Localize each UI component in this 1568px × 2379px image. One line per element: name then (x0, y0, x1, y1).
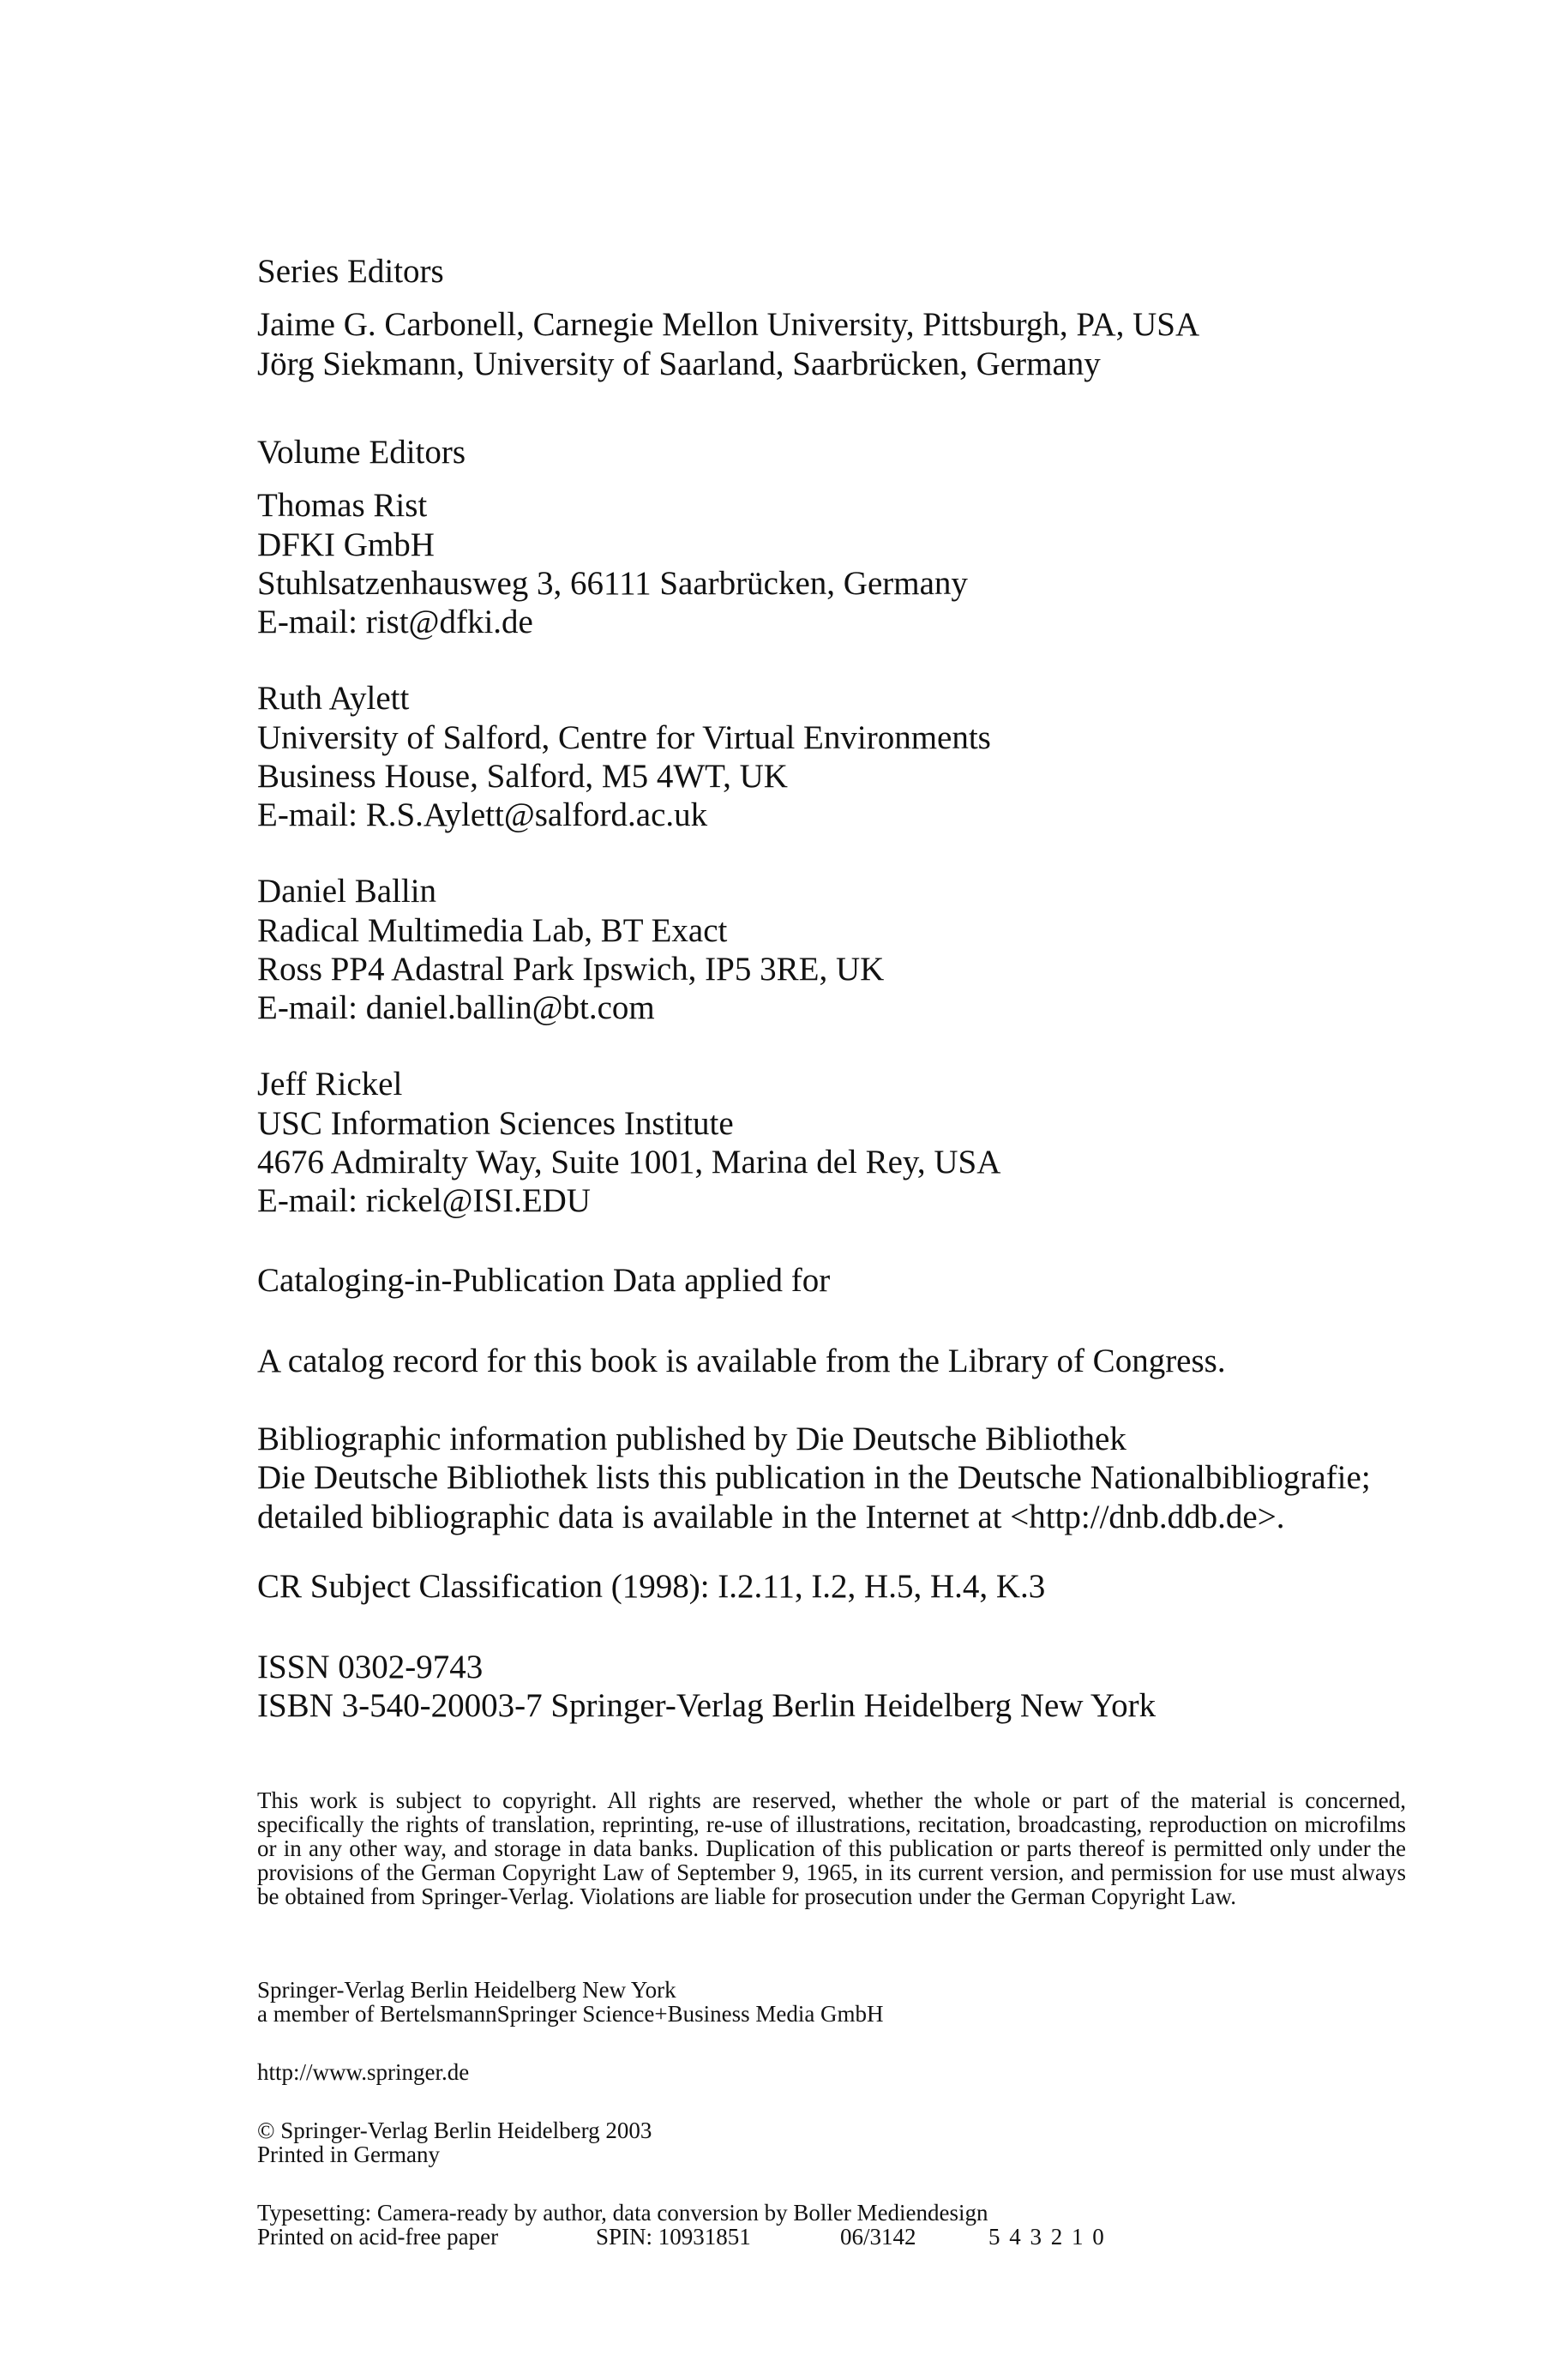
spin-number: SPIN: 10931851 (596, 2224, 751, 2250)
cip-data: Cataloging-in-Publication Data applied for (257, 1262, 831, 1299)
biblio-line: Die Deutsche Bibliothek lists this publication in the Deutsche Nationalbibliografie; (257, 1459, 1371, 1496)
editor-name: Thomas Rist (257, 487, 428, 524)
editor-name: Ruth Aylett (257, 680, 410, 717)
editor-address: 4676 Admiralty Way, Suite 1001, Marina del Rey, USA (257, 1144, 1001, 1180)
printed-in: Printed in Germany (257, 2142, 440, 2167)
copyright-line: © Springer-Verlag Berlin Heidelberg 2003 (257, 2118, 652, 2143)
cr-classification: CR Subject Classification (1998): I.2.11, I.2, H.5, H.4, K.3 (257, 1568, 1046, 1605)
editor-affiliation: Radical Multimedia Lab, BT Exact (257, 912, 728, 949)
editor-affiliation: University of Salford, Centre for Virtual Environments (257, 719, 991, 756)
publisher-line: Springer-Verlag Berlin Heidelberg New York (257, 1977, 676, 2003)
editor-address: Stuhlsatzenhausweg 3, 66111 Saarbrücken, Germany (257, 565, 968, 602)
typesetting: Typesetting: Camera-ready by author, data conversion by Boller Mediendesign (257, 2200, 988, 2226)
publisher-line: a member of BertelsmannSpringer Science+Business Media GmbH (257, 2001, 884, 2027)
editor-name: Daniel Ballin (257, 873, 437, 910)
volume-editors-heading: Volume Editors (257, 434, 466, 471)
biblio-line: detailed bibliographic data is available in the Internet at <http://dnb.ddb.de>. (257, 1499, 1285, 1535)
isbn: ISBN 3-540-20003-7 Springer-Verlag Berlin Heidelberg New York (257, 1687, 1156, 1724)
print-code: 06/3142 (840, 2224, 916, 2250)
editor-address: Ross PP4 Adastral Park Ipswich, IP5 3RE, UK (257, 951, 885, 988)
editor-email: E-mail: daniel.ballin@bt.com (257, 989, 655, 1026)
editor-affiliation: USC Information Sciences Institute (257, 1105, 734, 1142)
editor-affiliation: DFKI GmbH (257, 526, 435, 563)
catalog-record: A catalog record for this book is available from the Library of Congress. (257, 1343, 1226, 1379)
series-editor-line: Jaime G. Carbonell, Carnegie Mellon University, Pittsburgh, PA, USA (257, 306, 1200, 343)
issn: ISSN 0302-9743 (257, 1649, 484, 1685)
print-run-numbers: 5 4 3 2 1 0 (988, 2224, 1106, 2250)
series-editor-line: Jörg Siekmann, University of Saarland, Saarbrücken, Germany (257, 345, 1101, 382)
editor-name: Jeff Rickel (257, 1066, 403, 1102)
editor-email: E-mail: rickel@ISI.EDU (257, 1182, 591, 1219)
editor-address: Business House, Salford, M5 4WT, UK (257, 758, 788, 795)
editor-email: E-mail: R.S.Aylett@salford.ac.uk (257, 796, 708, 833)
editor-email: E-mail: rist@dfki.de (257, 604, 533, 640)
biblio-line: Bibliographic information published by Die Deutsche Bibliothek (257, 1421, 1126, 1457)
publisher-url: http://www.springer.de (257, 2059, 470, 2085)
printing-paper: Printed on acid-free paper (257, 2224, 499, 2250)
series-editors-heading: Series Editors (257, 253, 444, 290)
copyright-notice: This work is subject to copyright. All rights are reserved, whether the whole or part of the material is concerned, specifically the rights of translation, reprinting, re-use of illustrations, recitation, broadcasting, reproduction on microfilms or in any other way, and storage in data banks. Duplication of this publication or parts thereof is permitted only under the provisions of the German Copyright Law of September 9, 1965, in its current version, and permission for use must always be obtained from Springer-Verlag. Violations are liable for prosecution under the German Copyright Law. (257, 1787, 1406, 1909)
